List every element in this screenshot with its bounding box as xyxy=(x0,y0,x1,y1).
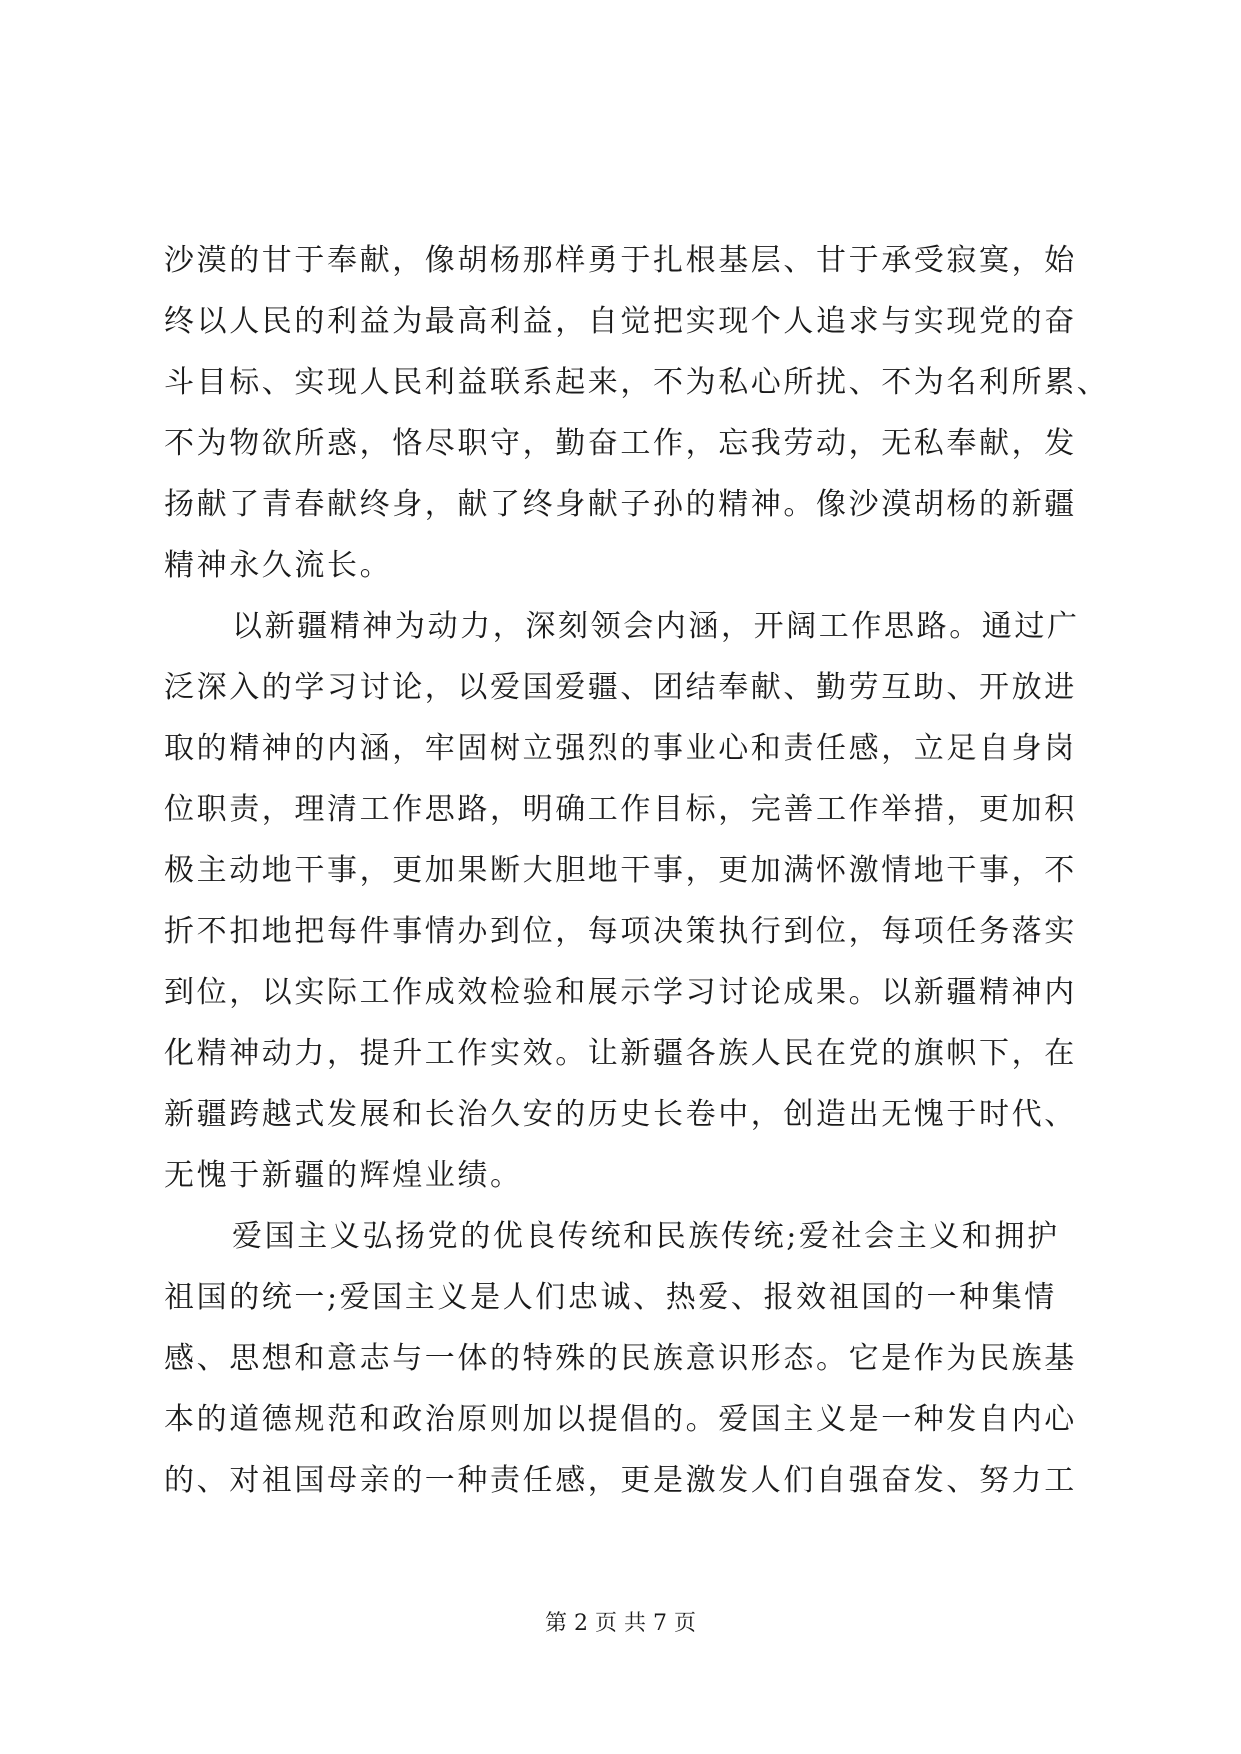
text-line: 扬献了青春献终身，献了终身献子孙的精神。像沙漠胡杨的新疆 xyxy=(164,487,1077,522)
text-line: 本的道德规范和政治原则加以提倡的。爱国主义是一种发自内心 xyxy=(164,1402,1077,1437)
text-line: 不为物欲所惑，恪尽职守，勤奋工作，忘我劳动，无私奉献，发 xyxy=(164,426,1077,461)
text-line: 位职责，理清工作思路，明确工作目标，完善工作举措，更加积 xyxy=(164,792,1077,827)
body-text xyxy=(164,230,1110,1511)
text-line: 到位，以实际工作成效检验和展示学习讨论成果。以新疆精神内 xyxy=(164,975,1077,1010)
text-line: 以新疆精神为动力，深刻领会内涵，开阔工作思路。通过广 xyxy=(232,609,1080,644)
text-line: 取的精神的内涵，牢固树立强烈的事业心和责任感，立足自身岗 xyxy=(164,731,1077,766)
paragraph xyxy=(164,596,1084,1206)
text-line: 的、对祖国母亲的一种责任感，更是激发人们自强奋发、努力工 xyxy=(164,1463,1077,1498)
text-line: 泛深入的学习讨论，以爱国爱疆、团结奉献、勤劳互助、开放进 xyxy=(164,670,1077,705)
page-footer: 第 2 页 共 7 页 xyxy=(545,1611,696,1636)
text-line: 折不扣地把每件事情办到位，每项决策执行到位，每项任务落实 xyxy=(164,914,1077,949)
text-line: 终以人民的利益为最高利益，自觉把实现个人追求与实现党的奋 xyxy=(164,304,1077,339)
text-line: 化精神动力，提升工作实效。让新疆各族人民在党的旗帜下，在 xyxy=(164,1036,1077,1071)
text-line: 爱国主义弘扬党的优良传统和民族传统;爱社会主义和拥护 xyxy=(232,1219,1060,1254)
text-line: 新疆跨越式发展和长治久安的历史长卷中，创造出无愧于时代、 xyxy=(164,1097,1077,1132)
text-line: 斗目标、实现人民利益联系起来，不为私心所扰、不为名利所累、 xyxy=(164,365,1110,400)
paragraph xyxy=(164,1206,1084,1511)
text-line: 无愧于新疆的辉煌业绩。 xyxy=(164,1158,523,1193)
text-line: 极主动地干事，更加果断大胆地干事，更加满怀激情地干事，不 xyxy=(164,853,1077,888)
text-line: 祖国的统一;爱国主义是人们忠诚、热爱、报效祖国的一种集情 xyxy=(164,1280,1057,1315)
text-line: 沙漠的甘于奉献，像胡杨那样勇于扎根基层、甘于承受寂寞，始 xyxy=(164,243,1077,278)
text-line: 感、思想和意志与一体的特殊的民族意识形态。它是作为民族基 xyxy=(164,1341,1077,1376)
paragraph xyxy=(164,230,1110,596)
text-line: 精神永久流长。 xyxy=(164,548,393,583)
